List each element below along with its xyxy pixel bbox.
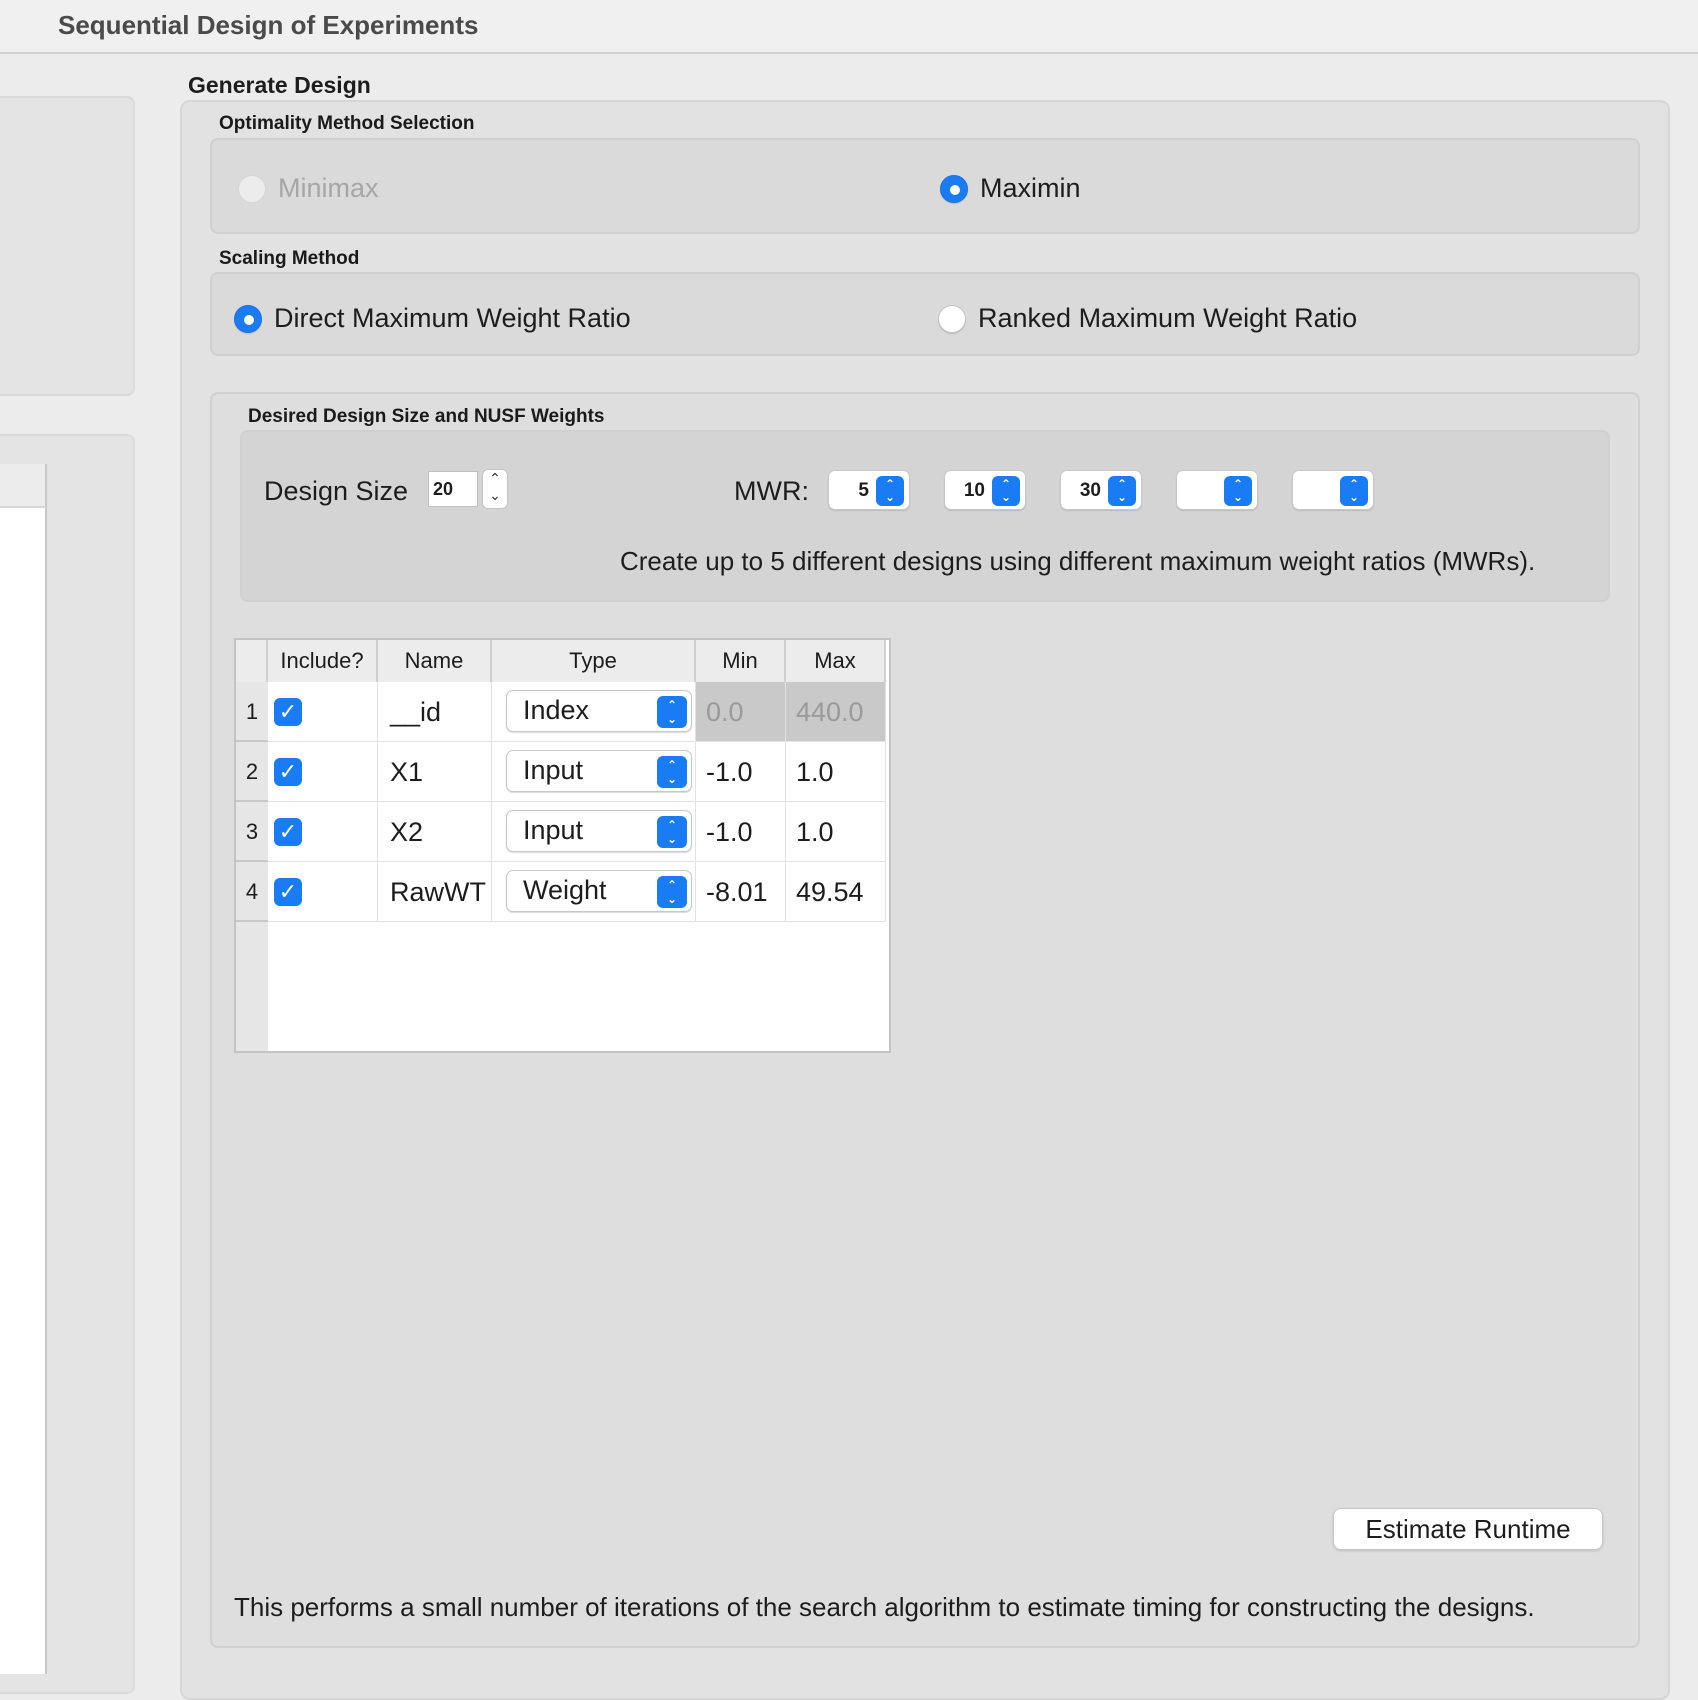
name-cell: X2 — [378, 802, 492, 862]
name-cell: __id — [378, 682, 492, 742]
max-cell: 440.0 — [786, 682, 886, 742]
max-cell[interactable]: 1.0 — [786, 742, 886, 802]
mwr-combo-1-value: 5 — [858, 480, 869, 501]
chevron-updown-icon: ⌃ ⌄ — [1224, 476, 1252, 506]
min-cell[interactable]: -1.0 — [696, 802, 786, 862]
radio-maximin-dot — [940, 175, 968, 203]
min-cell[interactable]: -8.01 — [696, 862, 786, 922]
chevron-updown-icon: ⌃ ⌄ — [657, 876, 687, 908]
name-cell: RawWT — [378, 862, 492, 922]
header-type[interactable]: Type — [492, 640, 696, 682]
optimality-label: Optimality Method Selection — [219, 113, 475, 134]
include-checkbox[interactable]: ✓ — [274, 698, 302, 726]
include-checkbox[interactable]: ✓ — [274, 818, 302, 846]
mwr-combo-4[interactable] — [1176, 470, 1258, 510]
type-value: Input — [523, 755, 584, 785]
variables-table — [234, 638, 891, 1053]
chevron-updown-icon: ⌃ ⌄ — [657, 696, 687, 728]
radio-maximin-label: Maximin — [980, 173, 1081, 203]
include-checkbox[interactable]: ✓ — [274, 758, 302, 786]
chevron-updown-icon: ⌃ ⌄ — [657, 816, 687, 848]
left-table-body — [0, 464, 47, 1674]
name-cell: X1 — [378, 742, 492, 802]
design-size-stepper[interactable] — [482, 469, 508, 509]
row-number: 4 — [236, 862, 268, 922]
title-bar — [0, 0, 1698, 54]
radio-minimax-label: Minimax — [278, 173, 379, 203]
design-size-input[interactable]: 20 — [428, 471, 478, 507]
radio-direct-mwr[interactable] — [234, 303, 631, 334]
include-checkbox[interactable]: ✓ — [274, 878, 302, 906]
max-cell[interactable]: 49.54 — [786, 862, 886, 922]
header-include[interactable]: Include? — [268, 640, 378, 682]
scaling-label: Scaling Method — [219, 248, 360, 269]
radio-maximin[interactable] — [940, 173, 1081, 204]
max-cell[interactable]: 1.0 — [786, 802, 886, 862]
min-cell[interactable]: -1.0 — [696, 742, 786, 802]
radio-minimax-dot — [238, 175, 266, 203]
mwr-combo-5[interactable] — [1292, 470, 1374, 510]
row-number: 1 — [236, 682, 268, 742]
design-section-label: Desired Design Size and NUSF Weights — [248, 406, 605, 427]
estimate-hint: This performs a small number of iterations of the search algorithm to estimate timing for constructing the designs. — [234, 1592, 1535, 1622]
design-size-label: Design Size — [264, 476, 409, 506]
left-panel-top — [0, 96, 135, 396]
row-number: 3 — [236, 802, 268, 862]
type-combo[interactable] — [506, 690, 692, 732]
chevron-updown-icon: ⌃ ⌄ — [657, 756, 687, 788]
type-combo[interactable] — [506, 750, 692, 792]
optimality-group — [210, 138, 1640, 234]
type-combo[interactable] — [506, 810, 692, 852]
chevron-updown-icon: ⌃ ⌄ — [1340, 476, 1368, 506]
stepper-down-icon: ⌄ — [489, 487, 501, 503]
header-max[interactable]: Max — [786, 640, 886, 682]
mwr-combo-1[interactable] — [828, 470, 910, 510]
type-combo[interactable] — [506, 870, 692, 912]
radio-ranked-mwr[interactable] — [938, 303, 1357, 334]
window-title: Sequential Design of Experiments — [58, 10, 479, 40]
mwr-label: MWR: — [734, 476, 809, 506]
chevron-updown-icon: ⌃ ⌄ — [992, 476, 1020, 506]
row-number: 2 — [236, 742, 268, 802]
mwr-combo-3-value: 30 — [1079, 480, 1101, 501]
stepper-up-icon: ⌃ — [489, 470, 501, 486]
chevron-updown-icon: ⌃ ⌄ — [876, 476, 904, 506]
header-min[interactable]: Min — [696, 640, 786, 682]
radio-direct-mwr-dot — [234, 305, 262, 333]
radio-ranked-mwr-label: Ranked Maximum Weight Ratio — [978, 303, 1358, 333]
radio-ranked-mwr-dot — [938, 305, 966, 333]
mwr-hint: Create up to 5 different designs using different maximum weight ratios (MWRs). — [620, 546, 1536, 576]
type-value: Input — [523, 815, 584, 845]
estimate-runtime-button[interactable]: Estimate Runtime — [1333, 1508, 1603, 1550]
radio-direct-mwr-label: Direct Maximum Weight Ratio — [274, 303, 631, 333]
type-value: Weight — [523, 875, 607, 905]
mwr-combo-2[interactable] — [944, 470, 1026, 510]
radio-minimax[interactable] — [238, 173, 379, 204]
min-cell: 0.0 — [696, 682, 786, 742]
corner-header — [236, 640, 268, 682]
generate-design-title: Generate Design — [188, 72, 371, 98]
mwr-combo-3[interactable] — [1060, 470, 1142, 510]
header-name[interactable]: Name — [378, 640, 492, 682]
chevron-updown-icon: ⌃ ⌄ — [1108, 476, 1136, 506]
mwr-combo-2-value: 10 — [963, 480, 985, 501]
left-table-header — [0, 464, 47, 508]
type-value: Index — [523, 695, 590, 725]
